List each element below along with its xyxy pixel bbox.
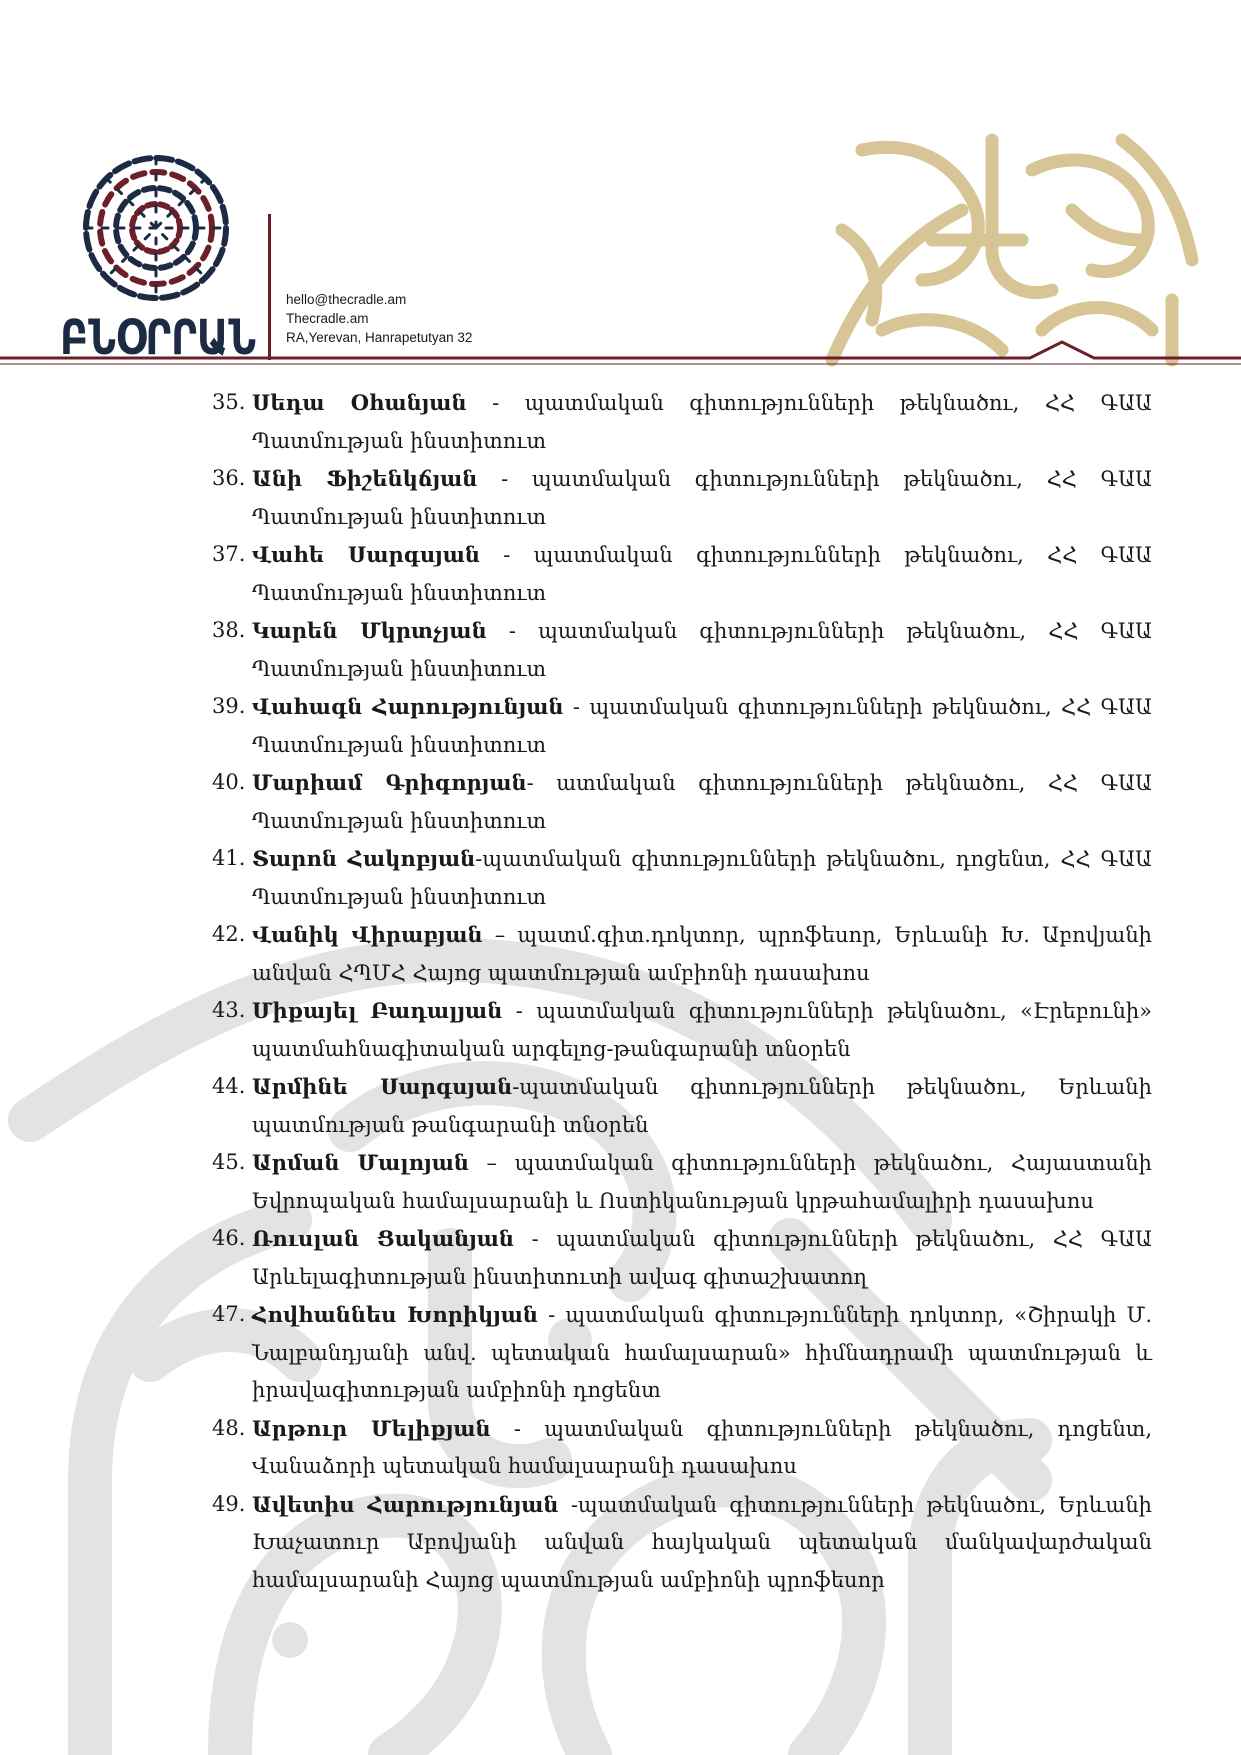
list-item-number: 44.: [212, 1074, 246, 1098]
list-item-number: 36.: [212, 466, 246, 490]
person-name: Ավետիս Հարությունյան: [252, 1491, 559, 1517]
person-description: - պատմական գիտությունների թեկնածու, ՀՀ ԳԱԱ Արևելագիտության ինստիտուտի ավագ գիտաշխատող: [252, 1227, 1152, 1289]
person-description: - պատմական գիտությունների թեկնածու, ՀՀ ԳԱԱ Պատմության ինստիտուտ: [252, 619, 1152, 681]
list-item: [212, 612, 1152, 688]
list-item-number: 48.: [212, 1415, 246, 1440]
decorative-ornament-gold: [822, 130, 1202, 362]
person-description: – պատմական գիտությունների թեկնածու, Հայաստանի Եվրոպական համալսարանի և Ոստիկանության կրթահամալիրի դասախոս: [252, 1151, 1152, 1213]
list-item-number: 37.: [212, 542, 246, 566]
person-name: Արմինե Սարգսյան: [252, 1074, 513, 1099]
person-name: Անի Ֆիշենկճյան: [252, 466, 478, 491]
person-description: -պատմական գիտությունների թեկնածու, Երևանի պատմության թանգարանի տնօրեն: [252, 1075, 1152, 1137]
list-item: [212, 764, 1152, 840]
person-name: Կարեն Մկրտչյան: [252, 618, 487, 643]
person-description: - պատմական գիտությունների դոկտոր, «Շիրակի Մ. Նալբանդյանի անվ. պետական համալսարան» հիմնադրամի պատմության և իրավագիտության ամբիոնի դոցենտ: [252, 1303, 1152, 1402]
list-item-text: [250, 688, 1152, 764]
letterhead: [0, 0, 1241, 370]
list-item-number: 39.: [212, 694, 246, 718]
logo-rosette-icon: [78, 150, 234, 306]
list-item-text: [250, 384, 1152, 460]
header-rule: [0, 330, 1241, 370]
person-name: Արթուր Մելիքյան: [252, 1415, 491, 1441]
members-list: [212, 384, 1152, 1599]
list-item: [212, 1144, 1152, 1220]
list-item-number: 41.: [212, 846, 246, 870]
person-description: - պատմական գիտությունների թեկնածու, ՀՀ ԳԱԱ Պատմության ինստիտուտ: [252, 467, 1152, 529]
list-item-number: 42.: [212, 922, 246, 946]
list-item-text: [250, 1486, 1152, 1600]
list-item-text: [250, 1296, 1152, 1410]
list-item-text: [250, 536, 1152, 612]
list-item: [212, 992, 1152, 1068]
person-description: - ատմական գիտությունների թեկնածու, ՀՀ ԳԱԱ Պատմության ինստիտուտ: [252, 771, 1152, 833]
person-name: Մարիամ Գրիգորյան: [252, 770, 527, 795]
list-item-number: 43.: [212, 998, 246, 1022]
person-description: - պատմական գիտությունների թեկնածու, ՀՀ ԳԱԱ Պատմության ինստիտուտ: [252, 391, 1153, 453]
contact-website: Thecradle.am: [286, 311, 369, 326]
list-item-text: [250, 612, 1152, 688]
person-name: Միքայել Բադալյան: [252, 998, 503, 1023]
list-item-text: [250, 840, 1152, 916]
list-item-text: [250, 916, 1152, 992]
person-name: Վահե Սարգսյան: [252, 542, 480, 567]
list-item-number: 47.: [212, 1302, 246, 1326]
list-item-number: 45.: [212, 1150, 246, 1174]
person-description: - պատմական գիտությունների թեկնածու, ՀՀ ԳԱԱ Պատմության ինստիտուտ: [252, 543, 1152, 605]
person-name: Վահագն Հարությունյան: [252, 694, 564, 719]
list-item: [212, 384, 1152, 460]
list-item: [212, 460, 1152, 536]
person-name: Հովհաննես Խորիկյան: [252, 1302, 538, 1327]
list-item-text: [250, 1410, 1152, 1486]
list-item: [212, 688, 1152, 764]
contact-email: hello@thecradle.am: [286, 292, 407, 307]
list-item: [212, 1220, 1152, 1296]
person-name: Վանիկ Վիրաբյան: [252, 922, 483, 947]
list-item-text: [250, 460, 1152, 536]
person-description: - պատմական գիտությունների թեկնածու, ՀՀ ԳԱԱ Պատմության ինստիտուտ: [252, 695, 1152, 757]
list-item-number: 40.: [212, 770, 246, 794]
contact-address: RA,Yerevan, Hanrapetutyan 32: [286, 330, 473, 345]
person-name: Սեդա Օհանյան: [252, 390, 467, 415]
list-item-number: 46.: [212, 1226, 246, 1250]
list-item-text: [250, 1220, 1152, 1296]
list-item: [212, 1296, 1152, 1410]
person-description: - պատմական գիտությունների թեկնածու, դոցենտ, Վանաձորի պետական համալսարանի դասախոս: [252, 1416, 1152, 1478]
list-item-text: [250, 1144, 1152, 1220]
person-name: Տարոն Հակոբյան: [252, 846, 476, 871]
list-item: [212, 1486, 1152, 1600]
person-description: - պատմական գիտությունների թեկնածու, «Էրեբունի» պատմահնագիտական արգելոց-թանգարանի տնօրեն: [252, 999, 1153, 1061]
list-item: [212, 1068, 1152, 1144]
person-description: -պատմական գիտությունների թեկնածու, դոցենտ, ՀՀ ԳԱԱ Պատմության ինստիտուտ: [252, 847, 1153, 909]
list-item: [212, 1410, 1152, 1486]
list-item-number: 35.: [212, 390, 246, 414]
person-name: Ռուսլան Ցականյան: [252, 1226, 515, 1251]
list-item: [212, 840, 1152, 916]
person-description: – պատմ.գիտ.դոկտոր, պրոֆեսոր, Երևանի Խ. Աբովյանի անվան ՀՊՄՀ Հայոց պատմության ամբիոնի դասախոս: [252, 923, 1153, 985]
person-description: -պատմական գիտությունների թեկնածու, Երևանի Խաչատուր Աբովյանի անվան հայկական պետական մանկավարժական համալսարանի Հայոց պատմության ամբիոնի պրոֆեսոր: [252, 1492, 1153, 1592]
list-item-text: [250, 1068, 1152, 1144]
list-item: [212, 536, 1152, 612]
list-item-number: 38.: [212, 618, 246, 642]
list-item-text: [250, 992, 1152, 1068]
list-item-text: [250, 764, 1152, 840]
list-item: [212, 916, 1152, 992]
list-item-number: 49.: [212, 1491, 246, 1516]
person-name: Արման Մալոյան: [252, 1150, 469, 1175]
svg-text:ԲՆՕՐՐԱՆ: ԲՆՕՐՐԱՆ: [60, 310, 256, 366]
